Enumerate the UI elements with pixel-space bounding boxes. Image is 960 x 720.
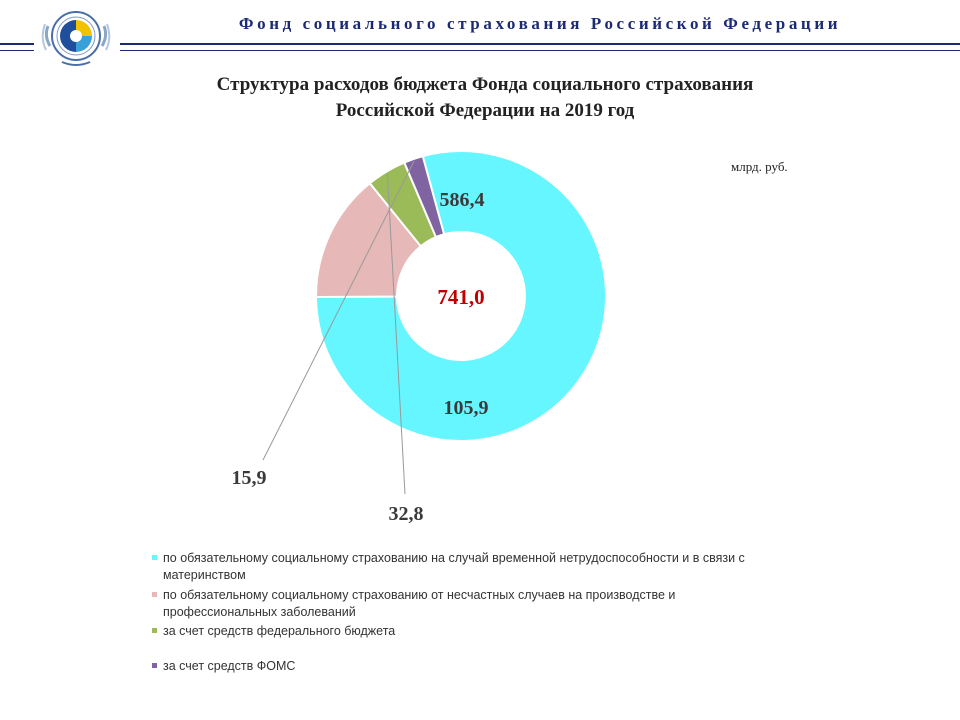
- legend-marker-accidents: [152, 592, 157, 597]
- chart-title-line-2: Российской Федерации на 2019 год: [335, 100, 635, 121]
- legend-item-federal-budget: [152, 623, 792, 640]
- legend-label-accidents: по обязательному социальному страхованию от несчастных случаев на производстве и профессиональных заболеваний: [163, 588, 676, 619]
- legend-marker-foms: [152, 663, 157, 668]
- donut-total-label: 741,0: [437, 285, 485, 309]
- organization-name: Фонд социального страхования Российской Федерации: [238, 14, 842, 33]
- data-label-foms: 15,9: [231, 467, 267, 489]
- legend-marker-federal-budget: [152, 628, 157, 633]
- legend-label-federal-budget: за счет средств федерального бюджета: [163, 624, 396, 638]
- legend-item-accidents: [152, 587, 732, 621]
- legend-item-sickness-maternity: [152, 550, 792, 584]
- legend-marker-sickness-maternity: [152, 555, 157, 560]
- data-label-sickness-maternity: 586,4: [439, 189, 485, 211]
- legend-item-foms: [152, 658, 792, 675]
- legend-label-foms: за счет средств ФОМС: [163, 659, 296, 673]
- unit-label: млрд. руб.: [731, 159, 788, 174]
- data-label-federal-budget: 32,8: [388, 503, 424, 525]
- data-label-accidents: 105,9: [443, 397, 489, 419]
- legend-label-sickness-maternity: по обязательному социальному страхованию на случай временной нетрудоспособности и в связи с материнством: [163, 551, 745, 582]
- chart-title-line-1: Структура расходов бюджета Фонда социального страхования: [216, 74, 754, 95]
